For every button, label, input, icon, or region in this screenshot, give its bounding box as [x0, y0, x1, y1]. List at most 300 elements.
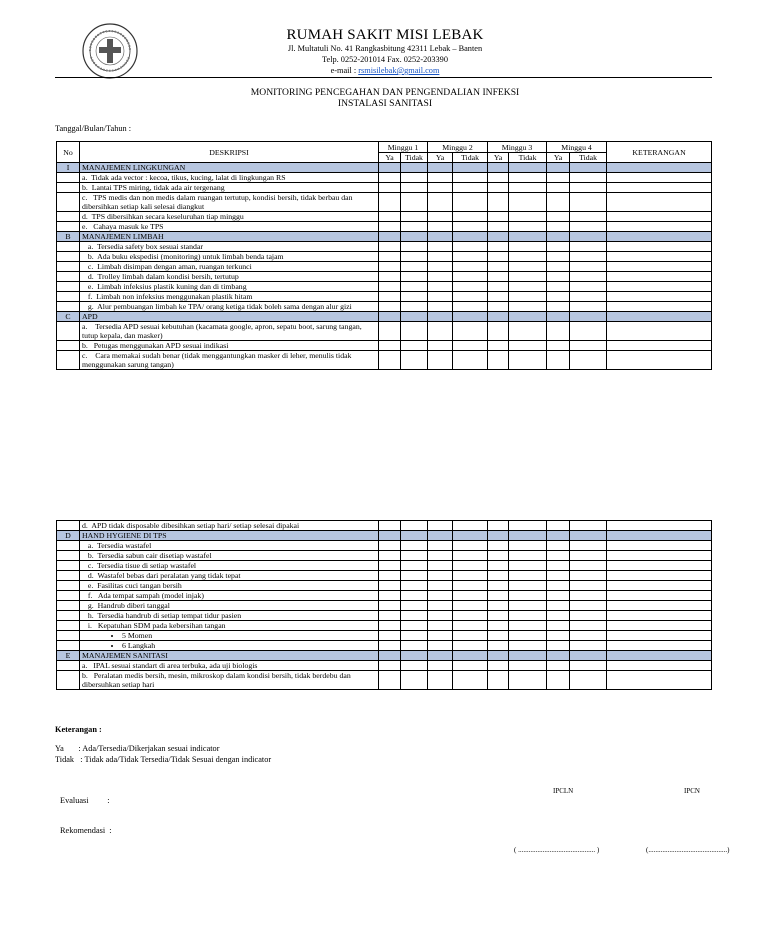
check-cell[interactable] [379, 163, 401, 173]
check-cell[interactable] [509, 631, 547, 641]
keterangan-cell[interactable] [607, 631, 712, 641]
check-cell[interactable] [547, 541, 570, 551]
check-cell[interactable] [453, 282, 488, 292]
check-cell[interactable] [401, 611, 428, 621]
check-cell[interactable] [488, 341, 509, 351]
check-cell[interactable] [509, 531, 547, 541]
check-cell[interactable] [428, 671, 453, 690]
check-cell[interactable] [547, 531, 570, 541]
check-cell[interactable] [570, 521, 607, 531]
check-cell[interactable] [509, 651, 547, 661]
check-cell[interactable] [509, 312, 547, 322]
check-cell[interactable] [379, 631, 401, 641]
check-cell[interactable] [428, 312, 453, 322]
check-cell[interactable] [401, 232, 428, 242]
check-cell[interactable] [547, 551, 570, 561]
check-cell[interactable] [379, 621, 401, 631]
check-cell[interactable] [570, 212, 607, 222]
check-cell[interactable] [570, 561, 607, 571]
check-cell[interactable] [570, 242, 607, 252]
check-cell[interactable] [453, 661, 488, 671]
check-cell[interactable] [401, 272, 428, 282]
check-cell[interactable] [401, 193, 428, 212]
check-cell[interactable] [547, 312, 570, 322]
check-cell[interactable] [570, 292, 607, 302]
check-cell[interactable] [428, 351, 453, 370]
keterangan-cell[interactable] [607, 212, 712, 222]
check-cell[interactable] [509, 611, 547, 621]
check-cell[interactable] [547, 561, 570, 571]
check-cell[interactable] [401, 351, 428, 370]
check-cell[interactable] [570, 232, 607, 242]
check-cell[interactable] [509, 591, 547, 601]
keterangan-cell[interactable] [607, 282, 712, 292]
check-cell[interactable] [379, 282, 401, 292]
keterangan-cell[interactable] [607, 351, 712, 370]
check-cell[interactable] [570, 581, 607, 591]
check-cell[interactable] [509, 351, 547, 370]
check-cell[interactable] [570, 341, 607, 351]
keterangan-cell[interactable] [607, 341, 712, 351]
keterangan-cell[interactable] [607, 571, 712, 581]
check-cell[interactable] [453, 571, 488, 581]
check-cell[interactable] [453, 292, 488, 302]
check-cell[interactable] [570, 312, 607, 322]
check-cell[interactable] [379, 173, 401, 183]
check-cell[interactable] [488, 351, 509, 370]
check-cell[interactable] [509, 561, 547, 571]
check-cell[interactable] [488, 631, 509, 641]
check-cell[interactable] [379, 611, 401, 621]
keterangan-cell[interactable] [607, 601, 712, 611]
check-cell[interactable] [379, 302, 401, 312]
check-cell[interactable] [488, 521, 509, 531]
check-cell[interactable] [401, 621, 428, 631]
check-cell[interactable] [379, 232, 401, 242]
check-cell[interactable] [547, 193, 570, 212]
check-cell[interactable] [570, 351, 607, 370]
check-cell[interactable] [488, 611, 509, 621]
check-cell[interactable] [488, 671, 509, 690]
check-cell[interactable] [428, 322, 453, 341]
check-cell[interactable] [547, 621, 570, 631]
check-cell[interactable] [453, 242, 488, 252]
check-cell[interactable] [379, 551, 401, 561]
check-cell[interactable] [428, 341, 453, 351]
keterangan-cell[interactable] [607, 521, 712, 531]
check-cell[interactable] [401, 163, 428, 173]
keterangan-cell[interactable] [607, 611, 712, 621]
check-cell[interactable] [509, 292, 547, 302]
check-cell[interactable] [428, 591, 453, 601]
check-cell[interactable] [428, 581, 453, 591]
check-cell[interactable] [453, 341, 488, 351]
check-cell[interactable] [379, 591, 401, 601]
check-cell[interactable] [379, 651, 401, 661]
check-cell[interactable] [570, 193, 607, 212]
check-cell[interactable] [547, 591, 570, 601]
check-cell[interactable] [401, 242, 428, 252]
email-link[interactable]: rsmisilebak@gmail.com [358, 66, 440, 75]
check-cell[interactable] [547, 282, 570, 292]
check-cell[interactable] [428, 193, 453, 212]
keterangan-cell[interactable] [607, 252, 712, 262]
check-cell[interactable] [488, 272, 509, 282]
check-cell[interactable] [401, 292, 428, 302]
check-cell[interactable] [428, 611, 453, 621]
check-cell[interactable] [488, 571, 509, 581]
check-cell[interactable] [509, 193, 547, 212]
check-cell[interactable] [547, 292, 570, 302]
keterangan-cell[interactable] [607, 262, 712, 272]
check-cell[interactable] [379, 322, 401, 341]
check-cell[interactable] [453, 312, 488, 322]
check-cell[interactable] [570, 531, 607, 541]
check-cell[interactable] [570, 541, 607, 551]
check-cell[interactable] [547, 671, 570, 690]
keterangan-cell[interactable] [607, 163, 712, 173]
check-cell[interactable] [379, 262, 401, 272]
check-cell[interactable] [453, 252, 488, 262]
keterangan-cell[interactable] [607, 242, 712, 252]
check-cell[interactable] [453, 272, 488, 282]
check-cell[interactable] [379, 312, 401, 322]
check-cell[interactable] [509, 272, 547, 282]
check-cell[interactable] [428, 252, 453, 262]
check-cell[interactable] [488, 661, 509, 671]
check-cell[interactable] [488, 183, 509, 193]
check-cell[interactable] [488, 651, 509, 661]
keterangan-cell[interactable] [607, 173, 712, 183]
check-cell[interactable] [428, 302, 453, 312]
check-cell[interactable] [547, 651, 570, 661]
check-cell[interactable] [428, 212, 453, 222]
check-cell[interactable] [509, 322, 547, 341]
keterangan-cell[interactable] [607, 322, 712, 341]
check-cell[interactable] [401, 302, 428, 312]
check-cell[interactable] [428, 661, 453, 671]
keterangan-cell[interactable] [607, 302, 712, 312]
keterangan-cell[interactable] [607, 591, 712, 601]
check-cell[interactable] [453, 581, 488, 591]
check-cell[interactable] [488, 561, 509, 571]
keterangan-cell[interactable] [607, 641, 712, 651]
check-cell[interactable] [428, 272, 453, 282]
check-cell[interactable] [401, 671, 428, 690]
check-cell[interactable] [547, 242, 570, 252]
check-cell[interactable] [509, 173, 547, 183]
check-cell[interactable] [428, 551, 453, 561]
keterangan-cell[interactable] [607, 193, 712, 212]
check-cell[interactable] [488, 252, 509, 262]
check-cell[interactable] [401, 282, 428, 292]
check-cell[interactable] [428, 521, 453, 531]
check-cell[interactable] [453, 302, 488, 312]
check-cell[interactable] [453, 521, 488, 531]
check-cell[interactable] [401, 551, 428, 561]
check-cell[interactable] [379, 641, 401, 651]
check-cell[interactable] [428, 621, 453, 631]
check-cell[interactable] [401, 173, 428, 183]
keterangan-cell[interactable] [607, 581, 712, 591]
check-cell[interactable] [509, 183, 547, 193]
check-cell[interactable] [488, 282, 509, 292]
check-cell[interactable] [453, 351, 488, 370]
check-cell[interactable] [401, 581, 428, 591]
check-cell[interactable] [509, 282, 547, 292]
check-cell[interactable] [570, 262, 607, 272]
check-cell[interactable] [453, 611, 488, 621]
check-cell[interactable] [401, 531, 428, 541]
check-cell[interactable] [379, 541, 401, 551]
check-cell[interactable] [453, 551, 488, 561]
check-cell[interactable] [453, 541, 488, 551]
check-cell[interactable] [509, 581, 547, 591]
keterangan-cell[interactable] [607, 661, 712, 671]
check-cell[interactable] [547, 272, 570, 282]
check-cell[interactable] [379, 521, 401, 531]
check-cell[interactable] [547, 521, 570, 531]
check-cell[interactable] [570, 571, 607, 581]
check-cell[interactable] [570, 631, 607, 641]
check-cell[interactable] [509, 302, 547, 312]
check-cell[interactable] [379, 341, 401, 351]
check-cell[interactable] [547, 183, 570, 193]
check-cell[interactable] [401, 591, 428, 601]
check-cell[interactable] [547, 581, 570, 591]
check-cell[interactable] [428, 651, 453, 661]
check-cell[interactable] [547, 341, 570, 351]
check-cell[interactable] [488, 541, 509, 551]
check-cell[interactable] [428, 292, 453, 302]
check-cell[interactable] [488, 581, 509, 591]
check-cell[interactable] [428, 173, 453, 183]
check-cell[interactable] [570, 282, 607, 292]
check-cell[interactable] [428, 571, 453, 581]
check-cell[interactable] [401, 252, 428, 262]
check-cell[interactable] [401, 631, 428, 641]
check-cell[interactable] [570, 601, 607, 611]
check-cell[interactable] [453, 222, 488, 232]
check-cell[interactable] [570, 183, 607, 193]
check-cell[interactable] [488, 322, 509, 341]
check-cell[interactable] [570, 621, 607, 631]
check-cell[interactable] [401, 601, 428, 611]
check-cell[interactable] [509, 551, 547, 561]
check-cell[interactable] [453, 601, 488, 611]
check-cell[interactable] [379, 222, 401, 232]
check-cell[interactable] [453, 631, 488, 641]
check-cell[interactable] [547, 252, 570, 262]
check-cell[interactable] [570, 173, 607, 183]
check-cell[interactable] [379, 242, 401, 252]
check-cell[interactable] [509, 541, 547, 551]
check-cell[interactable] [401, 561, 428, 571]
keterangan-cell[interactable] [607, 551, 712, 561]
check-cell[interactable] [488, 173, 509, 183]
check-cell[interactable] [453, 212, 488, 222]
check-cell[interactable] [509, 262, 547, 272]
check-cell[interactable] [428, 631, 453, 641]
check-cell[interactable] [401, 571, 428, 581]
check-cell[interactable] [570, 272, 607, 282]
check-cell[interactable] [379, 193, 401, 212]
check-cell[interactable] [509, 571, 547, 581]
check-cell[interactable] [488, 292, 509, 302]
check-cell[interactable] [379, 351, 401, 370]
check-cell[interactable] [488, 591, 509, 601]
check-cell[interactable] [453, 671, 488, 690]
check-cell[interactable] [570, 671, 607, 690]
check-cell[interactable] [453, 651, 488, 661]
check-cell[interactable] [488, 621, 509, 631]
check-cell[interactable] [401, 312, 428, 322]
check-cell[interactable] [488, 242, 509, 252]
check-cell[interactable] [379, 601, 401, 611]
check-cell[interactable] [488, 193, 509, 212]
check-cell[interactable] [570, 611, 607, 621]
check-cell[interactable] [509, 521, 547, 531]
check-cell[interactable] [488, 551, 509, 561]
check-cell[interactable] [379, 272, 401, 282]
check-cell[interactable] [401, 341, 428, 351]
check-cell[interactable] [547, 302, 570, 312]
check-cell[interactable] [428, 183, 453, 193]
check-cell[interactable] [547, 351, 570, 370]
keterangan-cell[interactable] [607, 312, 712, 322]
check-cell[interactable] [509, 641, 547, 651]
check-cell[interactable] [547, 641, 570, 651]
check-cell[interactable] [401, 322, 428, 341]
check-cell[interactable] [488, 262, 509, 272]
check-cell[interactable] [570, 591, 607, 601]
check-cell[interactable] [453, 322, 488, 341]
check-cell[interactable] [379, 581, 401, 591]
check-cell[interactable] [547, 173, 570, 183]
check-cell[interactable] [428, 541, 453, 551]
check-cell[interactable] [379, 671, 401, 690]
keterangan-cell[interactable] [607, 222, 712, 232]
check-cell[interactable] [453, 531, 488, 541]
keterangan-cell[interactable] [607, 621, 712, 631]
check-cell[interactable] [488, 531, 509, 541]
check-cell[interactable] [547, 262, 570, 272]
check-cell[interactable] [509, 232, 547, 242]
check-cell[interactable] [570, 661, 607, 671]
check-cell[interactable] [379, 661, 401, 671]
check-cell[interactable] [379, 183, 401, 193]
check-cell[interactable] [428, 232, 453, 242]
check-cell[interactable] [509, 671, 547, 690]
check-cell[interactable] [547, 322, 570, 341]
check-cell[interactable] [453, 183, 488, 193]
check-cell[interactable] [453, 591, 488, 601]
check-cell[interactable] [547, 571, 570, 581]
check-cell[interactable] [428, 163, 453, 173]
check-cell[interactable] [379, 531, 401, 541]
check-cell[interactable] [453, 621, 488, 631]
check-cell[interactable] [547, 222, 570, 232]
check-cell[interactable] [570, 651, 607, 661]
check-cell[interactable] [453, 232, 488, 242]
check-cell[interactable] [547, 212, 570, 222]
keterangan-cell[interactable] [607, 531, 712, 541]
check-cell[interactable] [488, 312, 509, 322]
check-cell[interactable] [428, 222, 453, 232]
check-cell[interactable] [570, 322, 607, 341]
check-cell[interactable] [570, 163, 607, 173]
check-cell[interactable] [570, 302, 607, 312]
check-cell[interactable] [570, 551, 607, 561]
keterangan-cell[interactable] [607, 651, 712, 661]
check-cell[interactable] [488, 212, 509, 222]
check-cell[interactable] [401, 212, 428, 222]
check-cell[interactable] [401, 222, 428, 232]
check-cell[interactable] [401, 541, 428, 551]
keterangan-cell[interactable] [607, 541, 712, 551]
check-cell[interactable] [509, 242, 547, 252]
check-cell[interactable] [379, 571, 401, 581]
check-cell[interactable] [488, 601, 509, 611]
check-cell[interactable] [453, 163, 488, 173]
check-cell[interactable] [547, 163, 570, 173]
check-cell[interactable] [379, 561, 401, 571]
keterangan-cell[interactable] [607, 671, 712, 690]
check-cell[interactable] [453, 173, 488, 183]
check-cell[interactable] [453, 262, 488, 272]
check-cell[interactable] [428, 531, 453, 541]
check-cell[interactable] [488, 302, 509, 312]
check-cell[interactable] [453, 193, 488, 212]
check-cell[interactable] [509, 621, 547, 631]
check-cell[interactable] [509, 163, 547, 173]
check-cell[interactable] [547, 611, 570, 621]
check-cell[interactable] [547, 601, 570, 611]
check-cell[interactable] [428, 282, 453, 292]
check-cell[interactable] [570, 222, 607, 232]
check-cell[interactable] [428, 561, 453, 571]
check-cell[interactable] [401, 521, 428, 531]
check-cell[interactable] [488, 222, 509, 232]
check-cell[interactable] [401, 183, 428, 193]
check-cell[interactable] [509, 222, 547, 232]
check-cell[interactable] [570, 641, 607, 651]
check-cell[interactable] [488, 163, 509, 173]
keterangan-cell[interactable] [607, 561, 712, 571]
keterangan-cell[interactable] [607, 272, 712, 282]
check-cell[interactable] [379, 252, 401, 262]
check-cell[interactable] [428, 262, 453, 272]
check-cell[interactable] [547, 232, 570, 242]
check-cell[interactable] [428, 601, 453, 611]
check-cell[interactable] [509, 661, 547, 671]
check-cell[interactable] [509, 212, 547, 222]
check-cell[interactable] [488, 641, 509, 651]
check-cell[interactable] [547, 631, 570, 641]
check-cell[interactable] [401, 661, 428, 671]
check-cell[interactable] [379, 212, 401, 222]
check-cell[interactable] [509, 252, 547, 262]
check-cell[interactable] [428, 242, 453, 252]
keterangan-cell[interactable] [607, 292, 712, 302]
check-cell[interactable] [453, 561, 488, 571]
keterangan-cell[interactable] [607, 232, 712, 242]
check-cell[interactable] [401, 641, 428, 651]
check-cell[interactable] [509, 341, 547, 351]
check-cell[interactable] [570, 252, 607, 262]
check-cell[interactable] [379, 292, 401, 302]
check-cell[interactable] [453, 641, 488, 651]
